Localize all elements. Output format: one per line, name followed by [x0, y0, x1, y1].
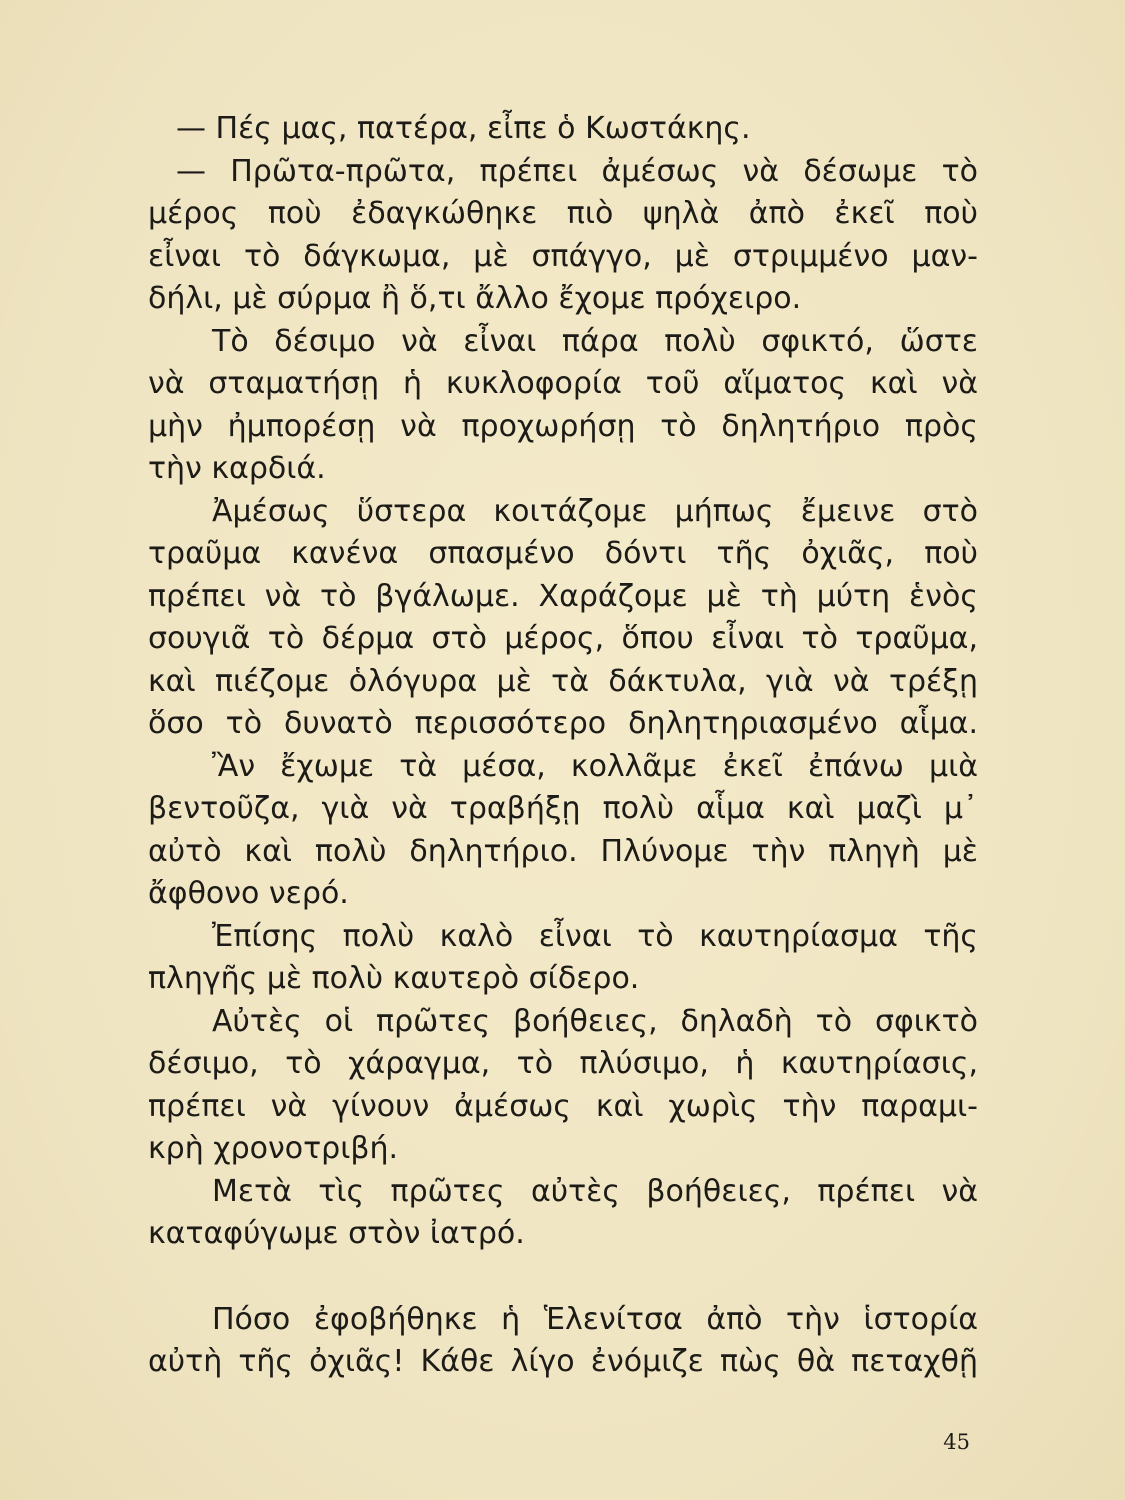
text-line: βεντοῦζα, γιὰ νὰ τραβήξῃ πολὺ αἷμα καὶ μαζὶ μ᾽ — [148, 791, 978, 826]
text-line: πληγῆς μὲ πολὺ καυτερὸ σίδερο. — [148, 961, 640, 996]
text-line: αὐτὴ τῆς ὀχιᾶς! Κάθε λίγο ἐνόμιζε πὼς θὰ πεταχθῇ — [148, 1344, 978, 1379]
text-line: μὴν ἠμπορέσῃ νὰ προχωρήσῃ τὸ δηλητήριο πρὸς — [148, 408, 978, 444]
text-line: καταφύγωμε στὸν ἰατρό. — [148, 1216, 525, 1251]
text-line: τὴν καρδιά. — [148, 451, 326, 486]
text-line: — Πές μας, πατέρα, εἶπε ὁ Κωστάκης. — [176, 111, 751, 146]
text-line: αὐτὸ καὶ πολὺ δηλητήριο. Πλύνομε τὴν πληγὴ μὲ — [148, 833, 978, 869]
text-line: — Πρῶτα-πρῶτα, πρέπει ἀμέσως νὰ δέσωμε τὸ — [176, 153, 978, 189]
paragraph-gap — [148, 1256, 978, 1299]
text-line: Αὐτὲς οἱ πρῶτες βοήθειες, δηλαδὴ τὸ σφικτὸ — [212, 1003, 978, 1039]
text-line: Ἀμέσως ὕστερα κοιτάζομε μήπως ἔμεινε στὸ — [212, 493, 978, 529]
text-line: εἶναι τὸ δάγκωμα, μὲ σπάγγο, μὲ στριμμένο μαν- — [148, 238, 978, 274]
text-line: Ἐπίσης πολὺ καλὸ εἶναι τὸ καυτηρίασμα τῆς — [212, 918, 978, 954]
text-line: πρέπει νὰ γίνουν ἀμέσως καὶ χωρὶς τὴν παραμι- — [148, 1088, 978, 1124]
text-line: πρέπει νὰ τὸ βγάλωμε. Χαράζομε μὲ τὴ μύτη ἑνὸς — [148, 578, 978, 614]
body-text — [148, 108, 978, 1384]
text-line: δήλι, μὲ σύρμα ἢ ὅ,τι ἄλλο ἔχομε πρόχειρο. — [148, 281, 802, 316]
text-line: καὶ πιέζομε ὁλόγυρα μὲ τὰ δάκτυλα, γιὰ νὰ τρέξῃ — [148, 663, 978, 699]
text-line: Τὸ δέσιμο νὰ εἶναι πάρα πολὺ σφικτό, ὥστε — [212, 323, 978, 359]
text-line: τραῦμα κανένα σπασμένο δόντι τῆς ὀχιᾶς, ποὺ — [148, 536, 978, 571]
text-line: Ἂν ἔχωμε τὰ μέσα, κολλᾶμε ἐκεῖ ἐπάνω μιὰ — [212, 748, 978, 784]
text-line: νὰ σταματήσῃ ἡ κυκλοφορία τοῦ αἵματος καὶ νὰ — [148, 366, 978, 401]
text-line: κρὴ χρονοτριβή. — [148, 1131, 399, 1166]
text-line: δέσιμο, τὸ χάραγμα, τὸ πλύσιμο, ἡ καυτηρίασις, — [148, 1046, 978, 1081]
text-line: Μετὰ τὶς πρῶτες αὐτὲς βοήθειες, πρέπει νὰ — [212, 1173, 978, 1209]
text-line: σουγιᾶ τὸ δέρμα στὸ μέρος, ὅπου εἶναι τὸ τραῦμα, — [148, 621, 978, 656]
text-line: Πόσο ἐφοβήθηκε ἡ Ἑλενίτσα ἀπὸ τὴν ἱστορία — [212, 1301, 978, 1337]
page-number: 45 — [943, 1430, 970, 1454]
text-line: μέρος ποὺ ἐδαγκώθηκε πιὸ ψηλὰ ἀπὸ ἐκεῖ ποὺ — [148, 196, 978, 231]
text-line: ὅσο τὸ δυνατὸ περισσότερο δηλητηριασμένο αἷμα. — [148, 706, 978, 741]
text-line: ἄφθονο νερό. — [148, 876, 349, 911]
